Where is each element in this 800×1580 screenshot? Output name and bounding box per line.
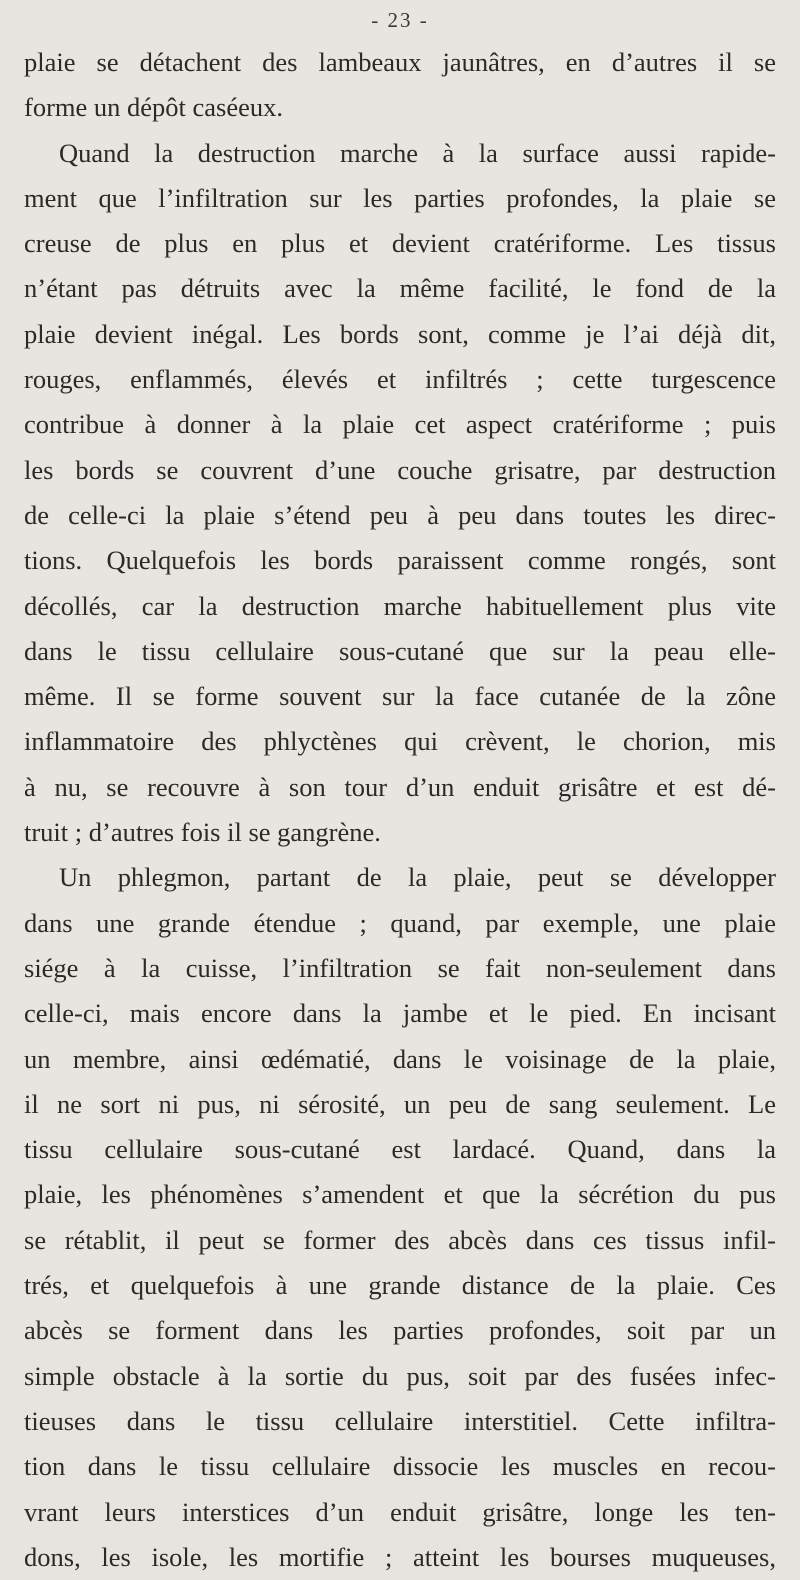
text-line: rouges, enflammés, élevés et infiltrés ; cette turgescence bbox=[24, 364, 776, 395]
text-line: truit ; d’autres fois il se gangrène. bbox=[24, 817, 381, 848]
text-line: Un phlegmon, partant de la plaie, peut se développer bbox=[59, 862, 776, 893]
text-line: un membre, ainsi œdématié, dans le voisinage de la plaie, bbox=[24, 1043, 776, 1074]
text-line: à nu, se recouvre à son tour d’un enduit grisâtre et est dé- bbox=[24, 771, 776, 802]
text-line: ment que l’infiltration sur les parties profondes, la plaie se bbox=[24, 182, 776, 213]
text-line: plaie se détachent des lambeaux jaunâtres, en d’autres il se bbox=[24, 47, 776, 77]
text-line: n’étant pas détruits avec la même facilité, le fond de la bbox=[24, 273, 776, 304]
text-line: de celle-ci la plaie s’étend peu à peu dans toutes les direc- bbox=[24, 499, 776, 530]
text-line: tissu cellulaire sous-cutané est lardacé. Quand, dans la bbox=[24, 1134, 776, 1165]
text-line: tions. Quelquefois les bords paraissent comme rongés, sont bbox=[24, 545, 776, 576]
page-number: - 23 - bbox=[371, 8, 429, 32]
text-line: vrant leurs interstices d’un enduit grisâtre, longe les ten- bbox=[24, 1496, 776, 1527]
text-line: celle-ci, mais encore dans la jambe et le pied. En incisant bbox=[24, 998, 776, 1029]
text-line: simple obstacle à la sortie du pus, soit par des fusées infec- bbox=[24, 1360, 776, 1391]
text-line: il ne sort ni pus, ni sérosité, un peu de sang seulement. Le bbox=[24, 1088, 776, 1119]
text-line: dans le tissu cellulaire sous-cutané que sur la peau elle- bbox=[24, 635, 776, 666]
text-line: les bords se couvrent d’une couche grisatre, par destruction bbox=[24, 454, 776, 485]
text-line: Quand la destruction marche à la surface aussi rapide- bbox=[59, 137, 776, 168]
text-line: plaie devient inégal. Les bords sont, comme je l’ai déjà dit, bbox=[24, 318, 776, 349]
text-line: trés, et quelquefois à une grande distance de la plaie. Ces bbox=[24, 1270, 776, 1301]
text-line: dons, les isole, les mortifie ; atteint les bourses muqueuses, bbox=[24, 1541, 776, 1572]
text-line: dans une grande étendue ; quand, par exemple, une plaie bbox=[24, 907, 776, 938]
text-line: contribue à donner à la plaie cet aspect cratériforme ; puis bbox=[24, 409, 776, 440]
text-line: tion dans le tissu cellulaire dissocie les muscles en recou- bbox=[24, 1451, 776, 1482]
text-line: creuse de plus en plus et devient cratériforme. Les tissus bbox=[24, 228, 776, 259]
text-line: même. Il se forme souvent sur la face cutanée de la zône bbox=[24, 681, 776, 712]
text-line: forme un dépôt caséeux. bbox=[24, 92, 284, 123]
body-text bbox=[24, 40, 776, 1580]
text-line: se rétablit, il peut se former des abcès dans ces tissus infil- bbox=[24, 1224, 776, 1255]
text-line: inflammatoire des phlyctènes qui crèvent, le chorion, mis bbox=[24, 726, 776, 757]
text-line: plaie, les phénomènes s’amendent et que la sécrétion du pus bbox=[24, 1179, 776, 1210]
text-line: tieuses dans le tissu cellulaire interstitiel. Cette infiltra- bbox=[24, 1405, 776, 1436]
text-line: siége à la cuisse, l’infiltration se fait non-seulement dans bbox=[24, 952, 776, 983]
text-line: décollés, car la destruction marche habituellement plus vite bbox=[24, 590, 776, 621]
text-line: abcès se forment dans les parties profondes, soit par un bbox=[24, 1315, 776, 1346]
